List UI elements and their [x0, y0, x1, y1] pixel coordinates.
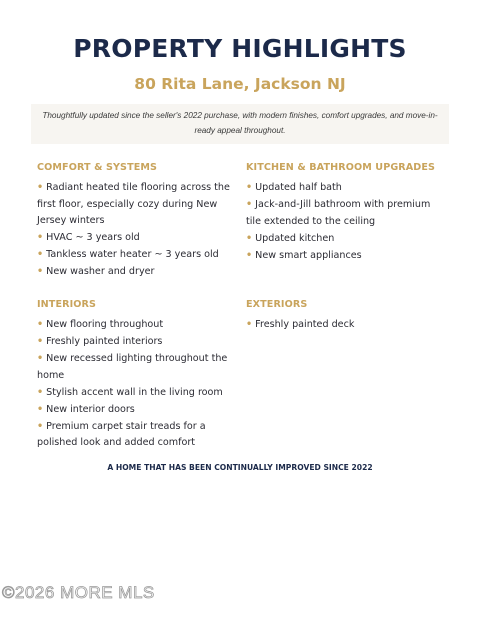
list-item: • Updated kitchen	[246, 232, 335, 244]
list-item: • Jack-and-Jill bathroom with premium tile extended to the ceiling	[246, 199, 431, 227]
section-heading: EXTERIORS	[246, 299, 308, 310]
bullet-icon: •	[37, 319, 44, 330]
intro-text: Thoughtfully updated since the seller's 2022 purchase, with modern finishes, comfort upgrades, and move-in-ready appeal throughout.	[42, 111, 438, 135]
bullet-icon: •	[246, 249, 253, 261]
section-interiors	[37, 299, 233, 452]
list-item: • New flooring throughout	[37, 319, 164, 330]
list-item: • New recessed lighting throughout the home	[37, 353, 228, 381]
bullet-icon: •	[37, 353, 44, 364]
section-heading: KITCHEN & BATHROOM UPGRADES	[246, 162, 436, 173]
section-exteriors	[246, 299, 446, 334]
bullet-icon: •	[37, 182, 44, 193]
bullet-icon: •	[37, 336, 44, 347]
mls-watermark: ©2026 MORE MLS	[2, 583, 155, 602]
list-item: • Freshly painted interiors	[37, 336, 163, 347]
list-item: • Freshly painted deck	[246, 319, 355, 330]
bullet-icon: •	[37, 386, 44, 398]
bullet-icon: •	[37, 266, 44, 277]
section-heading: COMFORT & SYSTEMS	[37, 162, 158, 173]
bullet-icon: •	[246, 319, 253, 330]
bullet-icon: •	[246, 199, 253, 210]
bullet-icon: •	[37, 249, 44, 260]
list-item: • Radiant heated tile flooring across the first floor, especially cozy during New Jersey winters	[37, 182, 230, 226]
page-title: PROPERTY HIGHLIGHTS	[73, 34, 407, 63]
bullet-icon: •	[37, 420, 44, 432]
list-item: • New washer and dryer	[37, 266, 155, 277]
list-item: • Premium carpet stair treads for a polished look and added comfort	[37, 420, 206, 448]
intro-box	[31, 104, 449, 144]
list-item: • New interior doors	[37, 403, 135, 415]
section-comfort-systems	[37, 162, 233, 281]
property-address: 80 Rita Lane, Jackson NJ	[134, 75, 346, 93]
section-kitchen-bathroom	[246, 162, 446, 265]
list-item: • Stylish accent wall in the living room	[37, 386, 223, 398]
bullet-icon: •	[37, 232, 44, 243]
list-item: • Tankless water heater ~ 3 years old	[37, 249, 219, 260]
footer-tagline: A HOME THAT HAS BEEN CONTINUALLY IMPROVED SINCE 2022	[107, 463, 373, 472]
bullet-icon: •	[246, 232, 253, 244]
list-item: • New smart appliances	[246, 249, 362, 261]
bullet-icon: •	[37, 403, 44, 415]
list-item: • Updated half bath	[246, 182, 342, 193]
bullet-icon: •	[246, 182, 253, 193]
list-item: • HVAC ~ 3 years old	[37, 232, 140, 243]
section-heading: INTERIORS	[37, 299, 97, 310]
